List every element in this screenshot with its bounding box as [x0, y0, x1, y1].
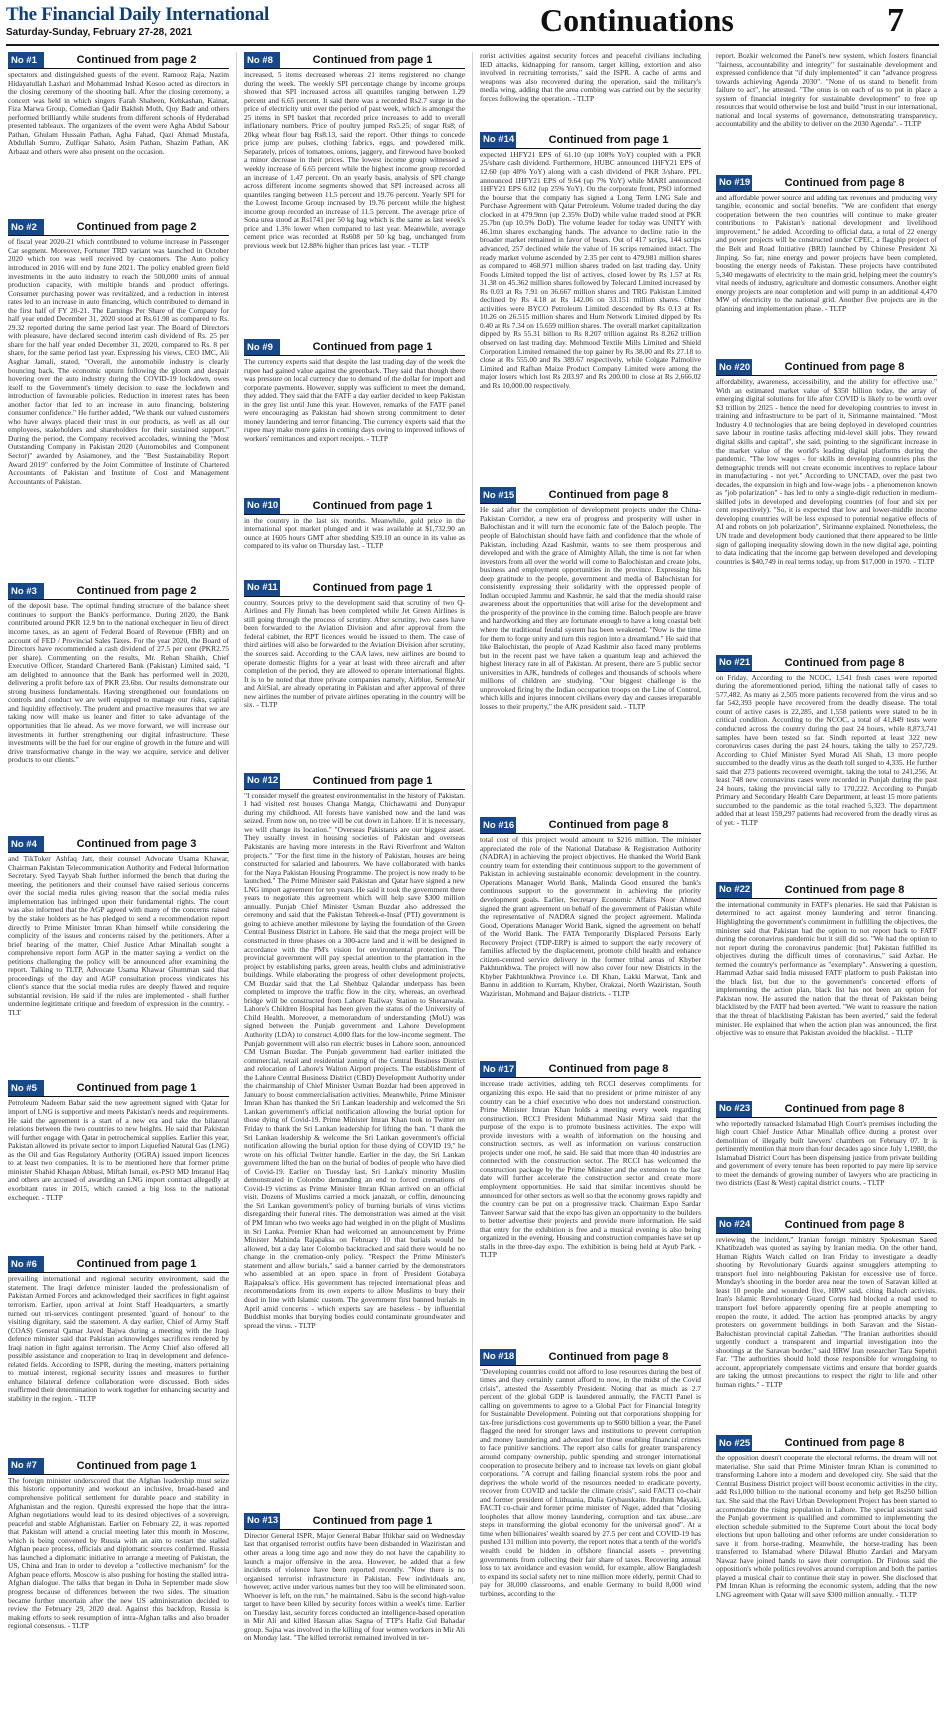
- article: [244, 773, 465, 1510]
- article-body: of the deposit base. The optimal funding structure of the balance sheet continues to support the Bank's performance. During 2020, the Bank contributed around PKR 12.9 bn to the national exchequer in lieu of direct income taxes, as an agent of Federal Board of Revenue (FBR) and on account of FED / Provincial Sales Taxes. For the year 2020, the Board of Directors have recommended a cash dividend of 27.5 per cent (PKR2.75 per share). Commenting on the results, Mr. Rehan Shaikh, Chief Executive Officer, Standard Chartered Bank (Pakistan) Limited said, "I am delighted to announce that the Bank has performed well in 2020, delivering a profit before tax of PKR 23.6bn. Our results demonstrate our strong business fundamentals. Having strengthened our foundations on controls and conduct we are well equipped to manage our risks, capital and liquidity effectively. The prudent and proactive measures that we are taking now will make us leaner and fitter to take advantage of the opportunities that lie ahead. As we move forward, we will increase our investments in further strengthening our digital infrastructure. These investments will be the fuel for our engine of growth in the future and will drive transformative change in the way we acquire, service and deliver products to our clients.": [8, 601, 229, 765]
- article-number-badge: No #9: [244, 339, 280, 355]
- article: [716, 175, 937, 356]
- page-number: 7: [887, 2, 904, 39]
- article-number-badge: No #24: [716, 1217, 752, 1233]
- article-header: [716, 359, 937, 376]
- article-heading: Continued from page 2: [76, 54, 197, 66]
- article: [716, 52, 937, 172]
- article-header: [716, 1101, 937, 1118]
- article: [8, 583, 229, 833]
- article-number-badge: No #21: [716, 655, 752, 671]
- column-1: [8, 52, 229, 1631]
- article-number-badge: No #2: [8, 219, 44, 235]
- article-body: The currency experts said that despite the last trading day of the week the rupee had gained value against the greenback. They said that though there was pressure on local currency due to demand of the dollar for import and corporate payments. However, supply was sufficient to meet the demand, they added. They said that the FATF a day earlier decided to keep Pakistan in the grey list until June this year. However, remarks of the FATF panel were encouraging as Pakistan had shown strong commitment to deter money laundering and terror financing. The currency experts said that the rupee may make more gains in coming days owing to improved inflows of workers' remittances and export receipts. - TLTP: [244, 357, 465, 443]
- article: [716, 1101, 937, 1214]
- article-body: total cost of this project would amount to $216 million. The minister appreciated the role of the National Database & Registration Authority (NADRA) in achieving the project objectives. He thanked the World Bank country team for extending their continuous support to the government of Pakistan in achieving sustainable economic development in the country. Operations Manager World Bank, Malinda Good ensured the bank's continuous support to the government in achieving the priority development goals. Earlier, Secretary Economic Affairs Noor Ahmed signed the grant agreement on behalf of the government of Pakistan while the representative of NADRA signed the project agreement. Malinda Good, Operations Manager World Bank, signed the agreement on behalf of the World Bank. The FATA Temporarily Displaced Persons Early Recovery Project (TDP-ERP) is aimed to support the early recovery of families affected by the displacement, promote child health and enhance citizen-centred service delivery in the former tribal areas of Khyber Pakhtunkhwa. The project will now also cover four new Districts in the Khyber Pakhtunkhwa Province i.e. DI Khan, Lakki Marwat, Tank and Bannu in addition to Kurram, Khyber, Orakzai, North Waziristan, South Waziristan, Mohmand and Bajaur districts. - TLTP: [480, 835, 701, 999]
- article-heading: Continued from page 2: [76, 221, 197, 234]
- article-number-badge: No #22: [716, 882, 752, 898]
- article-header: [716, 175, 937, 192]
- article-header: [8, 1458, 229, 1475]
- article-body: He said after the completion of development projects under the China-Pakistan Corridor, a new era of progress and prosperity will usher in Balochistan and it will turn the economic fate of the Baloch people. The people of Balochistan should have faith and confidence that the whole of Pakistan, including Azad Kashmir, wants to see them prosperous and developed and with the grace of Almighty Allah, the time is not far when investors from all over the world will come to Balochistan and create jobs, business and employment opportunities in the province. Expressing his deep gratitude to the people, government and media of Balochistan for consistently expressing their solidarity with the oppressed people of Indian occupied Jammu and Kashmir, he said that the media should raise awareness about the opportunities that will arise for the development and the prosperity of the province in the coming time. Baloch people are brave and hardworking and they are fortunate enough to have a long coastal belt where the traditional feudal system has been weakened. "Now is the time for them to forge unity and turn this region into a dreamland." He said that like Balochistan, the people of Azad Kashmir also faced many problems but in the recent past we have taken a quantum leap and achieved the highest literacy rate in all of Pakistan. At present, there are 5 public sector universities in AJK, hundreds of colleges and thousands of schools where millions of children are studying. "Our biggest challenge is the unprovoked firing by the Indian occupation troops on the Line of Control, which kills and injures innocent civilians every day and causes irreparable losses to their property," the AJK president said. - TLTP: [480, 505, 701, 711]
- article-number-badge: No #19: [716, 175, 752, 191]
- article-number-badge: No #13: [244, 1513, 280, 1529]
- article: [716, 882, 937, 1098]
- article-heading: Continued from page 1: [312, 341, 433, 354]
- article-header: [480, 487, 701, 504]
- article-header: [480, 817, 701, 834]
- article-heading: Continued from page 2: [76, 585, 197, 598]
- issue-date: Saturday-Sunday, February 27-28, 2021: [6, 27, 193, 38]
- article-heading: Continued from page 8: [548, 1063, 669, 1076]
- article-body: in the country in the last six months. Meanwhile, gold price in the international spot market plunged and it was available at $1,732.90 an ounce at 1605 hours GMT after shedding $39.10 an ounce in its value as compared to its value on Thursday last. - TLTP: [244, 515, 465, 551]
- article-body: report. Bozkir welcomed the Panel's new system, which fosters financial "fairness, accountability and integrity" for sustainable development and expressed confidence that "if duly implemented" it can "advance progress towards achieving Agenda 2030". "None of us stand to benefit from failure to act", he attested. "The onus is on each of us to put in place a system of financial integrity for sustainable development" to free up resources that would otherwise be lost and build "trust in our international, national and local systems of governance, demonstrating transparency, accountability and the ability to deliver on the 2030 Agenda". - TLTP: [716, 51, 937, 129]
- article-header: [8, 1080, 229, 1097]
- article-body: rorist activities against security forces and peaceful civilians including IED attacks, kidnapping for ransom, target killing, extortion and also involved in recruiting terrorists," said the ISPR. A cache of arms and weapons was also recovered during the operation, said the military's media wing, adding that the area combing was carried out by the security forces following the operation. - TLTP: [480, 51, 701, 103]
- article-heading: Continued from page 1: [312, 54, 433, 66]
- article-body: increase trade activities, adding teh RCCI deserves compliments for organizing this expo. He said that no president or prime minister of any country can be a chief executive who does not understand construction. Prime Minister Imran Khan holds a meeting every week regarding construction. RCCI President Muhammad Nasir Mirza said that the purpose of the expo is to promote business activities. The expo will provide investors with a wealth of information on the housing and construction sectors, as well as information on various construction projects under one roof, he said. He said that more than 40 industries are connected with the construction sector. The RCCI has welcomed the construction package by the Prime Minister and the extension to the last date will further accelerate the construction sector and create more employment opportunities. He said that similar incentives should be announced for other sectors as well so that the economy grows rapidly and the country can be put on a progressive track. Chairman Expo Sardar Tanveer Sarwar said that the expo has given an opportunity to the builders to better advertise their projects and provide more information. He said that entry for the exhibition is free and a musical evening is also being organized in the evening. Housing and construction companies have set up stalls in the three-day expo. The exhibition is being held at Ayub Park. - TLTP: [480, 1079, 701, 1260]
- article-body: who reportedly ransacked Islamabad High Court's premises including the high court Chief Justice Athar Minallah office during a protest over demolition of illegally built lawyers' chambers on February 07. It is pertinently mention that more than four decades ago since July 1,1980, the Islamabad District Court has been dispensing justice from private building and government of every tenure has been reported to pay mere lip service to meet the demands of growing number of lawyers who are practicing in two districts (East & West) capital district courts. - TLTP: [716, 1118, 937, 1188]
- article: [8, 1458, 229, 1699]
- article-heading: Continued from page 1: [312, 581, 433, 594]
- column-divider: [472, 52, 473, 1584]
- article: [480, 487, 701, 814]
- column-3: [480, 51, 701, 1598]
- article-header: [244, 339, 465, 356]
- article-number-badge: No #23: [716, 1101, 752, 1117]
- article-number-badge: No #25: [716, 1435, 752, 1451]
- article-number-badge: No #4: [8, 836, 44, 852]
- article-body: increased, 5 items decreased whereas 21 items registered no change during the week. The weekly SPI percentage change by income groups showed that SPI increased across all quantiles ranging between 1.29 percent and 6.65 percent. It said there was a recorded Rs2.7 surge in the price of electricity unit over the period of past week, which is amongst the 25 items in SPI basket that recorded price increases to add to overall inflationary numbers. Price of poultry jumped Rs5.25; of sugar Rs8; of 20kg wheat flour bag Rs8.13, said the report. Other things to concede price jump are pulses, clothing fabrics, eggs, and powdered milk. Separately, prices of tomatoes, onions, jaggery, and firewood have booked a minor decrease in their prices. The lowest income group witnessed a weekly increase of 6.65 percent while the highest income group recorded an increase of 1.47 percent. On an yearly basis, analysis of SPI change across different income segments showed that SPI increased across all quantiles ranging between 11.5 percent and 19.76 percent. Yearly SPI for the Lowest Income Group increased by 19.76 percent while the highest income group recorded an increase of 11.5 percent. The average price of Sona urea stood at Rs1741 per 50 kg bag which is the same as last week's price and 1.3% lower when compared to last year. Meanwhile, average cement price was recorded at Rs608 per 50 kg bag, unchanged from previous week but 12.88% higher than prices last year. - TLTP: [244, 70, 465, 250]
- article-number-badge: No #20: [716, 359, 752, 375]
- article: [244, 339, 465, 495]
- article: [244, 1513, 465, 1677]
- article-number-badge: No #10: [244, 498, 280, 514]
- article-body: Director General ISPR, Major General Babar Iftikhar said on Wednesday last that organised terrorist outfits have been disbanded in Waziristan and other areas a long time ago and now they do not have the capability to launch a major offensive in the area. However, he added that a few incidents of violence have been reported recently. "Now there is no organised terrorist infrastructure in Pakistan. Few individuals are, however, active under various names but they too will be eliminated soon. Whoever is left, on the run," he maintained. Sabu is the second high-value target to have been killed by security forces within a week's time. Earlier on Tuesday last, security forces conducted an intelligence-based operation in Mir Ali and killed Hassan alias Sagna of TTP's Hafiz Gul Bahadar group. Sajna was involved in the killing of four women workers in Mir Ali on Monday last. "The killed terrorist remained involved in ter-: [244, 1530, 465, 1643]
- article: [480, 817, 701, 1058]
- article: [8, 1080, 229, 1253]
- article: [716, 359, 937, 652]
- article-body: the international community in FATF's plenaries. He said that Pakistan is determined to act against money laundering and terror financing. Highlighting the government's commitment in fulfilling the objectives, the minister said that Pakistan had the option to not report back to FATF during the coronavirus pandemic but it still did so. "We had the option to not report during the coronavirus pandemic [but] Pakistan fulfilled its objectives during the difficult times of coronavirus," said Azhar. He termed the country's performance as "exemplary". Answering a question, Hammad Azhar said India misused FATF platform to push Pakistan into the black list, but due to the government's concerted efforts of implementing the action plan, black list has not been an option for Pakistan now. He assured the nation that the threat of Pakistan being blacklisted by the FATF had been averted. "We want to reassure the nation that the threat of blacklisting Pakistan has been averted," said the federal minister. He explained that when the action plan was announced, the first objective was to ensure that Pakistan avoided the blacklist. - TLTP: [716, 899, 937, 1038]
- article-heading: Continued from page 1: [312, 1514, 433, 1527]
- article: [8, 1256, 229, 1455]
- article-number-badge: No #16: [480, 817, 516, 833]
- article-heading: Continued from page 1: [76, 1082, 197, 1095]
- article-heading: Continued from page 1: [548, 133, 669, 146]
- article-number-badge: No #6: [8, 1256, 44, 1272]
- article-body: and affordable power source and adding tax revenues and producing very tangible, economic and social benefits. "We are confident that energy cooperation between the two countries will continue to make greater contributions to Pakistan's national development and livelihood improvement," he added. According to official data, a total of 22 energy and power projects will be constructed under CPEC, a flagship project of the Belt and Road Initiative (BRI) launched by Chinese President Xi Jinping. So far, nine energy and power projects have been completed, boosting the energy needs of Pakistan. These projects have contributed 5,340 megawatts of electricity to the main grid, helping meet the country's vital needs of industry, agriculture and domestic consumers. Another eight energy projects are near completion and will pump in an additional 4,470 MW of electricity to the national grid. Another five projects are in the planning and implementation phase. - TLTP: [716, 192, 937, 313]
- article-body: the opposition doesn't cooperate the electoral reforms, the dream will not materialise. She said that Prime Minister Imran Khan is committed to transforming Lahore into a modern and developed city. She said that the Central Business District project will boost economic activities in the city, add Rs1,000 billion to the national economy and help get Rs250 billion tax. She said that the Ravi Urban Development Project has been started to accommodate the rising population in Lahore. The special assistant said the Punjab government is qualified and committed to implementing the election schedule submitted to the Supreme Court about the local body elections but upon balloting and other reforms are under consideration to save it from horse-trading. Meanwhile, the horse-trading has been transferred to Islamabad where Dilawal Bhutto Zardari and Maryam Nawaz have joined hands to save their corruption. Dr Firdous said the opposition's whole politics revolves around corruption and both the parties played a musical chair to continue their stay in power. She disclosed that PM Imran Khan is reforming the economic system, adding that the new LNG agreement with Qatar will save $300 million annually. - TLTP: [716, 1453, 937, 1599]
- article-header: [716, 1435, 937, 1452]
- article-heading: Continued from page 1: [312, 774, 433, 787]
- article-header: [480, 1349, 701, 1366]
- article-header: [716, 882, 937, 899]
- article-heading: Continued from page 8: [784, 1102, 905, 1115]
- article-heading: Continued from page 8: [548, 489, 669, 502]
- article-heading: Continued from page 3: [76, 838, 197, 851]
- article-header: [8, 1256, 229, 1273]
- article-header: [244, 498, 465, 515]
- column-divider: [708, 52, 709, 1584]
- article: [8, 836, 229, 1077]
- article-header: [716, 655, 937, 672]
- article-heading: Continued from page 8: [784, 656, 905, 669]
- article-header: [8, 52, 229, 69]
- article: [8, 219, 229, 580]
- article-body: expected 1HFY21 EPS of 61.10 (up 108% YoY) coupled with a PKR 25/share cash dividend. Furthermore, HUBC announced 1HFY21 EPS of 12.60 (up 48% YoY) along with a cash dividend of PKR 3/share. PPL announced 1HFY21 EPS of 9.64 (up 7% YoY) while MARI announced 1HFY21 EPS 6.02 (up 25% YoY). On the corporate front, PSO informed the bourse that the company has signed a Long Term LNG Sale and Purchase Agreement with Qatar Petroleum. Volume traded during the day clocked in at 479.9mn (up 2.35% DoD) while value traded stood at PKR 25.7bn (up 10.5% DoD). The volume leader for today was UNITY with 46.1mn shares exchanging hands. The advance to decline ratio in the broader market remained in favor of bears. Out of 417 scrips, 144 scrips advanced, 257 declined while the value of 16 scrips remained intact. The ready market volume ascended by 2.35 per cent to 479.981 million shares as compared to 468.971 million shares traded on last trading day. Unity Foods Limited topped the list of actives, closed lower by Rs 1.57 at Rs 31.38 on 45.362 million shares followed by Telecard Limited increased by Rs 0.03 at Rs 7.91 on 36.667 million shares and TRG Pakistan Limited declined by Rs 4.18 at Rs 142.06 on 33.151 million shares. Other activities were BYCO Petroleum Limited descended by Rs 0.13 at Rs 10.26 on 26.515 million shares and Hum Network Limited dipped by Rs 0.40 at Rs 7.34 on 15.659 million shares. The overall market capitalization dipped by Rs 55.31 billion to Rs 8.207 trillion against Rs 8.262 trillion observed on last trading day. Mehmood Textile Mills Limited and Shield Corporation Limited remained the top gainer by Rs 38.00 and Rs 27.18 to close at Rs 555.00 and Rs 389.67 respectively, while Colgate Palmolive Limited and Rafhan Maize Product Company Limited were among the major losers which lost Rs 203.97 and Rs 200.00 to close at Rs 2,666.02 and Rs 10,000.00 respectively.: [480, 149, 701, 390]
- article-body: on Friday. According to the NCOC, 1,541 fresh cases were reported during the aforementioned period, lifting the national tally of cases to 577,482. As many as 2,505 more patients recovered from the virus and so far 542,393 people have recovered from the deadly disease. The total count of active cases is 22,285, and 1,558 patients were stated to be in critical condition. According to the NCOC, a total of 41,849 tests were conducted across the country during the past 24 hours, while 8,873,741 samples have been tested so far. Sindh reported at least 322 new coronavirus cases during the past 24 hours, taking the tally to 257,729. According to Chief Minister Syed Murad Ali Shah, 13 more people succumbed to the deadly virus as the death toll surged to 4,335. He further said that 273 patients recovered overnight, taking the total to 241,256. At least 748 new coronavirus cases were recorded in Punjab during the past 24 hours, taking the provincial tally to 170,222. According to Punjab Primary and Secondary Health Care Department, at least 15 more patients succumbed to the pandemic as the total reached 5,323. The department added that at least 159,297 patients had recovered from the deadly virus as of yet. - TLTP: [716, 672, 937, 828]
- article-header: [244, 52, 465, 69]
- article-header: [244, 1513, 465, 1530]
- article: [244, 498, 465, 577]
- article-number-badge: No #1: [8, 52, 44, 68]
- article-number-badge: No #12: [244, 773, 280, 789]
- article-heading: Continued from page 8: [784, 883, 905, 896]
- article-header: [244, 773, 465, 790]
- article-heading: Continued from page 1: [76, 1459, 197, 1472]
- paper-name: The Financial Daily International: [6, 4, 269, 25]
- article-body: affordability, awareness, accessibility, and the ability for effective use." With an estimated market value of $350 billion today, the array of emerging digital solutions for life after COVID is likely to be worth over $3 trillion by 2025 - hence the need for developing countries to invest in training and infrastructure to be part of it, Sirimanne maintained. "Most Industry 4.0 technologies that are being deployed in developed countries save labour in routine tasks affecting mid-level skill jobs. They reward digital skills and capital", she said, pointing to the significant increase in the market value of the world's leading digital platforms during the pandemic. "The low wages - for skills in developing countries plus the demographic trends will not create economic incentives to replace labour in manufacturing - not yet." According to UNCTAD, over the past two decades, the expansion in high and low-wage jobs - a phenomenon known as "job polarization" - has led to only a single-digit reduction in medium-skilled jobs in developed and developing countries (of four and six per cent respectively). "So, it is expected that low and lower-middle income developing countries will be less exposed to potential negative effects of AI and robots on job polarization", Sirimanne explained. Nonetheless, the UN trade and development body cautioned that there appeared to be little sign of galloping inequality slowing down in the new digital age, pointing to data indicating that the income gap between developed and developing countries is $40,749 in real terms today, up from $17,000 in 1970. - TLTP: [716, 377, 937, 566]
- article: [716, 1217, 937, 1433]
- article-header: [480, 1061, 701, 1078]
- masthead-rule: [6, 44, 939, 46]
- article-number-badge: No #15: [480, 487, 516, 503]
- article-number-badge: No #11: [244, 580, 280, 596]
- article-header: [244, 580, 465, 597]
- column-2: [244, 52, 465, 1643]
- article: [480, 52, 701, 129]
- article-number-badge: No #7: [8, 1458, 44, 1474]
- article-header: [480, 132, 701, 149]
- article-heading: Continued from page 8: [784, 361, 905, 374]
- article: [8, 52, 229, 216]
- article-body: reviewing the incident," Iranian foreign ministry Spokesman Saeed Khatibzadeh was quoted as saying by Iranian media. On the other hand, Human Rights Watch called on Iran Friday to investigate a deadly shooting by Revolutionary Guards against smugglers attempting to transport fuel into neighbouring Pakistan for excessive use of force. Monday's shooting in the border area near the town of Saravan killed at least 10 people and wounded five, HRW said, citing Baloch activists. Iran's Islamic Revolutionary Guard Corps had blocked a road used to transport fuel before apparently opening fire at people attempting to reopen the route, it added. The action has prompted attacks by angry protesters on government buildings in both Saravan and the Sistan-Baluchistan provincial capital Zahedan. "The Iranian authorities should urgently conduct a transparent and impartial investigation into the shootings at the Saravan border," said HRW Iran researcher Tara Sepehri Far. "The authorities should hold those responsible for wrongdoing to account, appropriately compensate victims and ensure that border guards are taking the utmost precautions to respect the right to life and other human rights." - TLTP: [716, 1234, 937, 1389]
- article-body: country. Sources privy to the development said that scrutiny of two Q-Airlines and Fly Jinnah has been completed while Jet Green Airlines is still going through the process of scrutiny. After scrutiny, two cases have been forwarded to the Aviation Division and after approval from the federal cabinet, the RPT licences would be issued to them. The case of third airlines will also be forwarded to the Aviation Division after scrutiny, the sources said. According to the CAA laws, new airlines are bound to operate domestic flights for a year at least with three aircraft and after completion of the period, they are allowed to operate international flights. It is to be noted that three private companies namely, Airblue, SereneAir and AirSial, are already operating in Pakistan and after approval of three new airlines the number of private airlines operating in the country will be six. - TLTP: [244, 597, 465, 710]
- article-number-badge: No #8: [244, 52, 280, 68]
- article-heading: Continued from page 8: [784, 1437, 905, 1450]
- article-number-badge: No #14: [480, 132, 516, 148]
- article-body: "I consider myself the greatest environmentalist in the history of Pakistan. I had visited rest houses Changa Manga, Chichawatni and Dunyapur during my childhood. All forests have vanished now and the land was seized. From now on, no tree will be cut down in Lahore. If it is necessary, we will change its location." "Overseas Pakistanis are our biggest asset. They usually invest in housing societies of Pakistan and overseas Pakistanis are having more interests in the Ravi Riverfront and Walton projects." "For the first time in the history of Pakistan, houses are being constructed for salaried and labourers. We have collaborated with banks for the Naya Pakistan Housing Programme. The project is now ready to be launched." The Prime Minister said Pakistan and Qatar have signed a new LNG import agreement for ten years. He said it took the government three years to negotiate this agreement which will help save $300 million annually. Punjab Chief Minister Usman Buzdar also addressed the ceremony and said that the Pakistan Tehreek-e-Insaf (PTI) government is going to achieve another milestone by laying the foundation of the Green Central Business District in Lahore. He said that the mega project will be constructed in three phases on a 300-acre land and it will be designed in accordance with the PM's vision for environmental protection. The provincial government will pay special attention to the plantation in the project by establishing parks, green areas, health clubs and administrative buildings. While elaborating the progress of other development projects, CM Buzdar said that the Lal Shehbaz Qalandar underpass has been completed to improve the traffic flow in the city, whereas, an overhead bridge will be constructed from Lahore Railway Station to Sheranwala. Lahore's Children Hospital has been given the status of the University of Child Health. Moreover, a memorandum of understanding (MoU) was signed between the Punjab government and Lahore Development Authority (LDA) to construct 4,000 flats for the low-income segment. The Punjab government will also run electric buses in Lahore soon, announced CM Usman Buzdar. The Punjab government had earlier initiated the commercial, retail and residential zoning of the Central Business District and relocation of Lahore's Walton Airport projects. The establishment of the Lahore Central Business District (CBD) Development Authority under the chairmanship of Chief Minister Usman Buzdar had been approved in January to boost commercialisation activities. Meanwhile, Prime Minister Imran Khan has thanked the Sri Lankan leadership and welcomed the Sri Lankan government's official notification allowing the burial option for those dying of Covid-19. Prime Minister Imran Khan took to Twitter on Friday to thank the Sri Lankan leadership for lifting the ban. "I thank the Sri Lankan leadership & welcome the Sri Lankan government's official notification allowing the burial option for those dying of COVID 19," he wrote on his official Twitter handle. Earlier in the day, the Sri Lankan government lifted the ban on the burial of bodies of people who have died of Covid-19. Earlier on Tuesday last, Sri Lanka's minority Muslim demonstrated in Colombo demanding an end to forced cremations of Covid-19 victims as Prime Minister Imran Khan arrived on an official visit. Dozens of Muslims carried a mock janazah, or coffin, denouncing the Sri Lankan government's policy of burning burials of virus victims disregarding their funeral rites. The demonstration was aimed at the visit of PM Imran who two weeks ago had weighed in on the plight of Muslims in Sri Lanka. Premier Khan had welcomed an announcement by Prime Minister Mahinda Rajapaksa on February 10 that burials would be allowed, but a day later Colombo backtracked and said there would be no change in the cremation-only policy. "Respect the Prime Minister's statement and allow burials," said a banner carried by the demonstrators who assembled at an open space in front of President Gotabaya Rajapaksa's office. His government has rejected international pleas and recommendations from its own experts to allow Muslims to bury their dead in line with Islamic custom. The government first banned burials in April amid concerns - which experts say are baseless - by influential Buddhist monks that burying bodies could contaminate groundwater and spread the virus. - TLTP: [244, 790, 465, 1330]
- article-header: [8, 219, 229, 236]
- article: [716, 1435, 937, 1668]
- article-heading: Continued from page 8: [784, 176, 905, 189]
- article: [244, 580, 465, 770]
- column-divider: [236, 52, 237, 1584]
- article-heading: Continued from page 8: [784, 1218, 905, 1231]
- article-body: prevailing international and regional security environment, said the statement. The Iraqi defence minister lauded the professionalism of Pakistan Armed Forces and acknowledged their sacrifices in fight against terrorism. Earlier, upon arrival at Joint Staff Headquarters, a smartly turned out tri-services contingent presented 'guard of honour' to the visiting dignitary, said the statement. A day earlier, Chief of Army Staff (COAS) General Qamar Javed Bajwa during a meeting with the Iraqi defence minister said that Pakistan acknowledges sacrifices rendered by Iraqi nation in fight against terrorism. The Army Chief also offered all possible assistance and cooperation to Iraq in development and defence-related fields. According to ISPR, during the meeting, matters pertaining to mutual interest, regional security issues and measures to further enhance bilateral defence collaboration were discussed. Both sides reaffirmed their determination to work together for enhancing security and stability in the region. - TLTP: [8, 1274, 229, 1404]
- section-title: Continuations: [540, 2, 734, 38]
- article-body: spectators and distinguished guests of the event. Ramooz Raja, Nazim Hidayatullah Lashari and Mohammad Irshad Kosoo acted as directors in the closing ceremony of the shooting ball. After the closing ceremony, a concert was held in which singers Farah Shaheen, Kehkashan, Kainat, Fiza Marwa Group, Comedian Qadir Bakhsh Moth, Quy Badr and others performed brilliantly while students from different schools of Hyderabad presented tableaux. The organizers of the event were Agha Abdul Sabour Pathan, Ghulam Hussain Pathan, Agha Fahad, Qazi Ahmad Mustafa, Abdullah Sumro, Zulfiqar Sahato, Asim Pathan, Shazim Pathan, AK Arbaaz and others were also present on the occasion.: [8, 70, 229, 156]
- article-heading: Continued from page 8: [548, 819, 669, 832]
- article-header: [8, 583, 229, 600]
- article: [480, 132, 701, 484]
- article-number-badge: No #17: [480, 1061, 516, 1077]
- article-body: The foreign minister underscored that the Afghan leadership must seize this historic opportunity and workout an inclusive, broad-based and comprehensive political settlement for durable peace and stability in Afghanistan and the region. Qureshi expressed the hope that the intra-Afghan negotiations would lead to its desired objectives of a sovereign, peaceful and stable Afghanistan. Earlier on February 22, it was reported that Pakistan will attend a crucial meeting later this month in Moscow, which is being convened by Russia with an aim to restart the stalled Afghan peace process, officials and diplomatic sources confirmed. Russia has launched a diplomatic initiative to arrange a meeting of Pakistan, the US, China and Iran in order to develop a "collective mechanism" for the Afghan peace efforts. Moscow is also pushing for hosting the stalled intra-Afghan dialogue. The talks that began in Doha in September made slow progress because of differences between the two sides. The situation became further uncertain after the new US administration decided to review the February 29, 2020 deal. Against this backdrop, Russia is making efforts to seek resumption of intra-Afghan talks and also broader regional consensus. - TLTP: [8, 1475, 229, 1631]
- article-header: [716, 1217, 937, 1234]
- article-heading: Continued from page 1: [76, 1258, 197, 1271]
- article-number-badge: No #3: [8, 583, 44, 599]
- column-4: [716, 51, 937, 1599]
- article-body: and TikToker Ashfaq Jatt, their counsel Advocate Usama Khawar, Chairman Pakistan Telecommunication Authority and Federal Information Secretary. Syed Tayyab Shah further informed the bench that during the meeting, the petitioners and their counsel have raised serious concerns over the social media rules giving reason that the social media rules implementation has infringed upon their fundamental rights. The court was also informed that the AGP agreed with many of the concerns raised by the stake holders as he has pledged to send a recommendation report directly to Prime Minister Imran Khan himself while considering the complicity of the issues and concerns raised by the petitioners. After a brief hearing of the matter, Chief Justice Athar Minallah sought a comprehensive report form AGP in the matter saying a verdict on the petitions challenging the policy will be announced after examining the report. Talking to TLTP, Advocate Usama Khawar Ghumman said that proceedings of the day and AGP consultation process vindicates his client's stance that the social media rules are deeply flawed and require substantial revision. He said if the rules are implemented - shall further undermine legitimate critique and freedom of expression in the country. - TLT: [8, 854, 229, 1018]
- article-number-badge: No #5: [8, 1080, 44, 1096]
- article: [480, 1061, 701, 1345]
- article-number-badge: No #18: [480, 1349, 516, 1365]
- article: [244, 52, 465, 336]
- article: [480, 1349, 701, 1718]
- article-header: [8, 836, 229, 853]
- article: [716, 655, 937, 879]
- article-body: Petroleum Nadeem Babar said the new agreement signed with Qatar for import of LNG is supportive and meets Pakistan's needs and requirements. He said the agreement is a start of a new era and take the bilateral relations between the two countries to new heights. He said that Pakistan will further engage with Qatar in petrochemical supplies. Earlier this year, Pakistan allowed its private sector to import Liquefied Natural Gas (LNG) as the Oil and Gas Regulatory Authority (OGRA) issued import licences to at least two companies. It is to be mentioned here that former prime minister Shahid Khaqan Abbasi, Miftah Ismail, ex-PSO MD Imranul Haq and others are accused of awarding an LNG import contract allegedly at exorbitant rates in 2015, which caused a big loss to the national exchequer. - TLTP: [8, 1098, 229, 1202]
- article-body: "Developing countries could not afford to lose resources during the best of times and they certainly cannot afford to now, in the midst of the Covid crisis", attested the Assembly President. Noting that as much as 2.7 percent of the global GDP is laundered annually, the FACTI Panel is calling on governments to agree to a Global Pact for Financial Integrity for Sustainable Development. Pointing out that corporations shopping for tax-free jurisdictions cost governments up to $600 billion a year, the Panel flagged the need for stronger laws and institutions to prevent corruption and money laundering and advocated for those enabling financial crimes to face punitive sanctions. The report also calls for greater transparency around company ownership, public spending and stronger international cooperation to prosecute bribery and to increase tax levels on giant global corporations. "A corrupt and failing financial system robs the poor and deprives the whole world of the resources needed to eradicate poverty, recover from COVID and tackle the climate crisis", said FACTI co-chair and former president of Lithuania, Dalia Grybauskaite. Ibrahim Mayaki, FACTI co-chair and former prime minister of Niger, added that "closing loopholes that allow money laundering, corruption and tax abuse...are steps in transforming the global economy for the universal good". At a time when billionaires' wealth soared by 27.5 per cent and COVID-19 has pushed 131 million into poverty, the report notes that a tenth of the world's wealth could be hidden in offshore financial assets - preventing governments from collecting their fair share of taxes. Recovering annual loss to tax avoidance and evasion would, for example, allow Bangladesh to expand its social safety net to nine million more elderly, permit Chad to pay for 38,000 classrooms, and enable Germany to build 8,000 wind turbines, according to the: [480, 1366, 701, 1598]
- article-body: of fiscal year 2020-21 which contributed to volume increase in Passenger Car segment. Moreover, Fortuner TRD variant was launched in October 2020 which too was well received by customers. The Auto policy introduced in 2016 will end by June 2021. The policy enabled green field investments in the auto industry to reach the 500,000 units of annual production capacity, with multiple brands and product offerings. Consumer purchasing power was revitalized, and a reduction in interest rates led to an increase in auto financing, which contributed to demand in the first half of FY 20-21. The Earnings Per Share of the Company for half year ended December 31, 2020 stood at Rs.61.98 as compared to Rs. 29.32 reported during the same period last year. The Board of Directors with pleasure, have declared second interim cash dividend of Rs. 25 per share for the half year ended December 31, 2020, compared to Rs. 8 per share, for the same period last year. Expressing his views, CEO IMC, Ali Asghar Jamali, stated, "Overall, the automobile industry is clearly bouncing back. The economic upturn following the gloom and despair hovering over the auto industry during the COVID-19 lockdown, owes itself to the Government's timely decision to ease the lockdown and introduction of favourable policies. Reduction in interest rates has been another factor that led to an increase in auto financing, bolstering consumer confidence." He further added, "We thank our valued customers who have always placed their trust in our products, as well as all our employees, stakeholders and shareholders for their sustained support." During the period, the Company received accolades, winning the "Most Outstanding Company in Pakistan 2020 (Automobiles and Component Sector)" awarded by Asiamoney, and the "Best Sustainability Report Award 2019" conferred by the Joint Committee of Institute of Chartered Accountants of Pakistan and Institute of Cost and Management Accountants of Pakistan.: [8, 237, 229, 486]
- article-heading: Continued from page 8: [548, 1350, 669, 1363]
- masthead: [0, 0, 945, 46]
- article-heading: Continued from page 1: [312, 499, 433, 512]
